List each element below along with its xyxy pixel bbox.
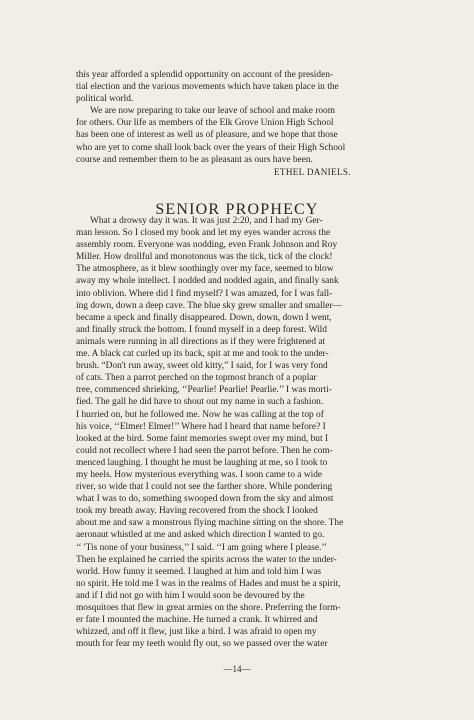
text-line: course and remember them to be as pleasant as ours have been. — [76, 154, 313, 165]
text-line: mosquitoes that flew in great armies on the shore. Preferring the form- — [76, 603, 341, 613]
intro-paragraph — [76, 69, 400, 105]
text-line: world. How funny it seemed. I laughed at him and told him I was — [76, 566, 322, 577]
text-line: The atmosphere, as it blew soothingly over my face, seemed to blow — [76, 264, 334, 275]
text-line: What a drowsy day it was. It was just 2:20, and I had my Ger- — [90, 216, 323, 226]
text-line: fied. The gall he did have to shout out my name in such a fashion. — [76, 397, 324, 408]
page-number: —14— — [223, 664, 251, 674]
text-line: Miller. How drollful and monotonous was the tick, tick of the clock! — [76, 252, 333, 263]
text-line: brush. “Don't run away, sweet old kitty,” I said, for I was very fond — [76, 361, 328, 372]
prophecy-paragraph — [76, 215, 400, 650]
text-line: river, so wide that I could not see the farther shore. While pondering — [76, 482, 333, 493]
text-line: away my whole intellect. I nodded and nodded again, and finally sank — [76, 276, 339, 287]
text-line: his voice, ‘‘Elmer! Elmer!’’ Where had I heard that name before? I — [76, 421, 326, 432]
text-line: what I was to do, something swooped down from the sky and almost — [76, 494, 334, 505]
text-line: no spirit. He told me I was in the realms of Hades and must be a spirit, — [76, 578, 341, 589]
signature: ETHEL DANIELS. — [274, 167, 351, 177]
text-line: ing down, down a deep cave. The blue sky grew smaller and smaller— — [76, 300, 342, 311]
text-line: and if I did not go with him I would soon be devoured by the — [76, 590, 305, 601]
text-line: man lesson. So I closed my book and let my eyes wander across the — [76, 228, 331, 239]
text-line: and finally struck the bottom. I found myself in a deep forest. Wild — [76, 324, 327, 335]
intro-paragraphs — [76, 69, 400, 166]
text-line: Then he explained he carried the spirits across the water to the under- — [76, 554, 337, 565]
text-line: took my breath away. Having recovered from the shock I looked — [76, 506, 318, 517]
text-line: political world. — [76, 94, 134, 105]
text-line: mouth for fear my teeth would fly out, so we passed over the water — [76, 639, 328, 650]
text-line: tial election and the various movements which have taken place in the — [76, 82, 339, 93]
text-line: tree, commenced shrieking, ‘‘Pearlie! Pearlie! Pearlie.’’ I was morti- — [76, 385, 332, 396]
text-line: aeronaut whistled at me and asked which direction I wanted to go. — [76, 530, 325, 541]
text-line: my heels. How mysterious everything was. I soon came to a wide — [76, 469, 323, 480]
text-line: ‘‘ 'Tis none of your business,’’ I said. ‘‘I am going where I please.’’ — [76, 542, 327, 553]
text-line: me. A black cat curled up its back, spit at me and took to the under- — [76, 349, 329, 360]
section-heading: SENIOR PROPHECY — [155, 200, 319, 218]
text-line: menced laughing. I thought he must be laughing at me, so I took to — [76, 457, 328, 468]
text-line: animals were running in all directions as if they were frightened at — [76, 336, 326, 347]
text-line: into oblivion. Where did I find myself? I was amazed, for I was fall- — [76, 288, 333, 299]
text-line: looked at the bird. Some faint memories swept over my mind, but I — [76, 433, 329, 444]
text-line: became a speck and finally disappeared. Down, down, down I went, — [76, 312, 332, 323]
text-line: assembly room. Everyone was nodding, even Frank Johnson and Roy — [76, 240, 338, 251]
prophecy-body — [76, 215, 400, 650]
text-line: whizzed, and off it flew, just like a bird. I was afraid to open my — [76, 627, 317, 638]
text-line: er fate I mounted the machine. He turned a crank. It whirred and — [76, 615, 318, 626]
text-line: this year afforded a splendid opportunity on account of the presiden- — [76, 70, 334, 80]
text-line: for others. Our life as members of the Elk Grove Union High School — [76, 118, 334, 129]
text-line: I hurried on, but he followed me. Now he was calling at the top of — [76, 409, 324, 420]
text-line: has been one of interest as well as of pleasure, and we hope that those — [76, 130, 338, 141]
closing-paragraph — [76, 105, 400, 165]
text-line: could not recollect where I had seen the parrot before. Then he com- — [76, 445, 333, 456]
text-line: about me and saw a monstrous flying machine sitting on the shore. The — [76, 518, 344, 529]
text-line: We are now preparing to take our leave of school and make room — [90, 106, 335, 117]
text-line: of cats. Then a parrot perched on the topmost branch of a poplar — [76, 373, 317, 384]
text-line: who are yet to come shall look back over the years of their High School — [76, 142, 346, 153]
